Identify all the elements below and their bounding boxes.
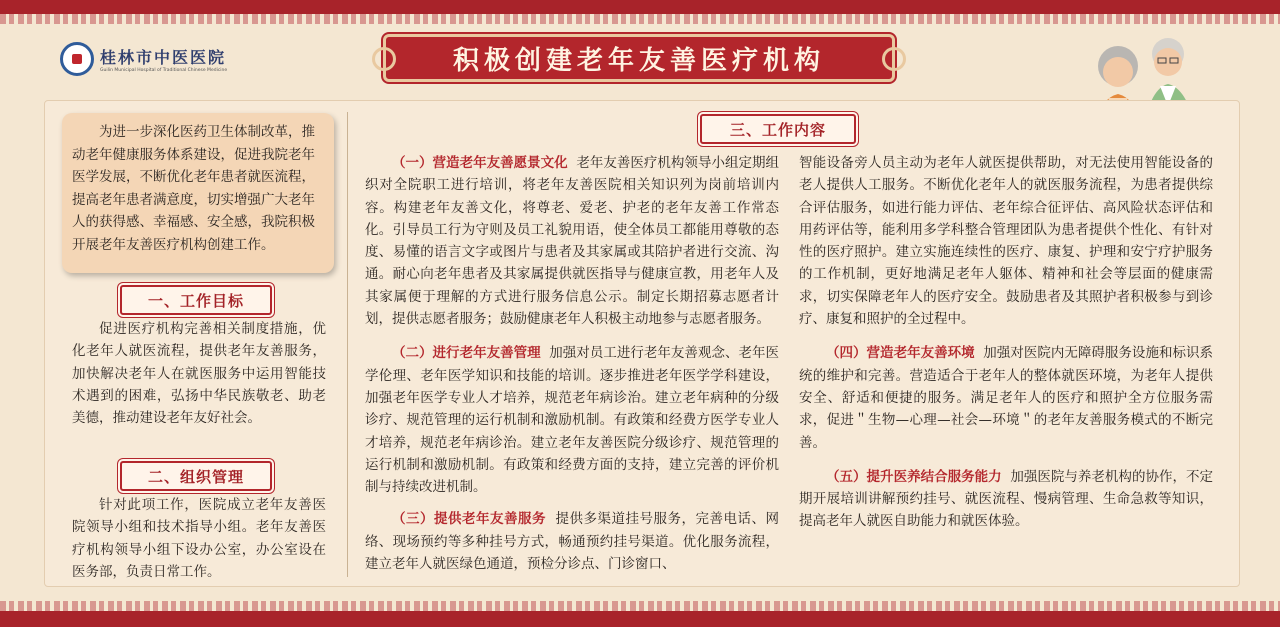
item-service — [365, 508, 779, 575]
section-work-content-label — [700, 114, 856, 144]
hospital-name: 桂林市中医医院 — [100, 48, 227, 67]
hospital-name-english: Guilin Municipal Hospital of Traditional Chinese Medicine — [100, 68, 228, 73]
top-border-pattern — [0, 14, 1280, 24]
item-management-heading: （二）进行老年友善管理 — [392, 345, 541, 362]
column-divider — [347, 112, 348, 577]
section-work-goal-label — [120, 285, 272, 315]
item-eldercare — [799, 466, 1213, 533]
section-organization-text: 针对此项工作，医院成立老年友善医院领导小组和技术指导小组。老年友善医疗机构领导小组下设办公室，办公室设在医务部，负责日常工作。 — [72, 497, 326, 580]
section-work-goal-title: 一、工作目标 — [147, 291, 244, 310]
section-organization-label — [120, 461, 272, 491]
section-work-goal-text: 促进医疗机构完善相关制度措施，优化老年人就医流程，提供老年友善服务，加快解决老年人在就医服务中运用智能技术遇到的困难，弘扬中华民族敬老、助老美德，推动建设老年友好社会。 — [72, 321, 326, 427]
item-environment-text: 加强对医院内无障碍服务设施和标识系统的维护和完善。营造适合于老年人的整体就医环境，为老年人提供安全、舒适和便捷的服务。满足老年人的医疗和照护全方位服务需求，促进＂生物—心理—社会—环境＂的老年友善服务模式的不断完善。 — [799, 345, 1214, 451]
item-culture-heading: （一）营造老年友善愿景文化 — [392, 155, 568, 171]
section-work-goal-body — [72, 318, 326, 429]
work-content-right-column — [799, 152, 1213, 533]
page-title: 积极创建老年友善医疗机构 — [452, 45, 825, 76]
section-organization-body — [72, 494, 326, 583]
item-service-heading: （三）提供老年友善服务 — [392, 511, 546, 528]
intro-box — [62, 113, 334, 273]
work-content-left-column — [365, 152, 779, 575]
top-border-band — [0, 0, 1280, 14]
bottom-border-band — [0, 611, 1280, 627]
hospital-logo — [60, 42, 227, 76]
item-culture — [365, 152, 779, 330]
title-banner — [383, 34, 895, 82]
item-eldercare-heading: （五）提升医养结合服务能力 — [826, 468, 1002, 485]
item-management-text: 加强对员工进行老年友善观念、老年医学伦理、老年医学知识和技能的培训。逐步推进老年医学学科建设，加强老年医学专业人才培养，规范老年病诊治。建立老年病种的分级诊疗、规范管理的运行机制和激励机制。有政策和经费方医学专业人才培养，规范老年病诊治。建立老年友善医院分级诊疗、规范管理的运行机制和激励机制。有政策和经费方面的支持，建立完善的评价机制与持续改进机制。 — [365, 345, 780, 496]
item-culture-text: 老年友善医疗机构领导小组定期组织对全院职工进行培训，将老年友善医院相关知识列为岗前培训内容。构建老年友善文化，将尊老、爱老、护老的老年友善工作常态化。引导员工行为守则及员工礼貌用语，使全体员工都能用尊敬的态度、易懂的语言文字或图片与患者及其家属或其陪护者进行交流、沟通。耐心向老年患者及其家属提供就医指导与健康宣教，用老年人及其家属便于理解的方式进行服务信息公示。制定长期招募志愿者计划，提供志愿者服务；鼓励健康老年人积极主动地参与志愿者服务。 — [365, 155, 780, 328]
section-organization-title: 二、组织管理 — [147, 467, 244, 486]
item-eldercare-text: 加强医院与养老机构的协作，不定期开展培训讲解预约挂号、就医流程、慢病管理、生命急救等知识，提高老年人就医自助能力和就医体验。 — [799, 468, 1214, 530]
bottom-border-pattern — [0, 601, 1280, 611]
hospital-emblem-icon — [60, 42, 94, 76]
section-work-content-title: 三、工作内容 — [729, 120, 826, 139]
item-service-text: 提供多渠道挂号服务，完善电话、网络、现场预约等多种挂号方式，畅通预约挂号渠道。优化服务流程，建立老年人就医绿色通道，预检分诊点、门诊窗口、 — [365, 511, 779, 573]
item-environment — [799, 342, 1213, 453]
item-management — [365, 342, 779, 498]
item-environment-heading: （四）营造老年友善环境 — [826, 345, 975, 362]
intro-text: 为进一步深化医药卫生体制改革，推动老年健康服务体系建设，促进我院老年医学发展，不断优化老年患者就医流程，提高老年患者满意度，切实增强广大老年人的获得感、幸福感、安全感，我院积极开展老年友善医疗机构创建工作。 — [72, 124, 315, 253]
item-service-continued-text: 智能设备旁人员主动为老年人就医提供帮助，对无法使用智能设备的老人提供人工服务。不断优化老年人的就医服务流程，为患者提供综合评估服务，如进行能力评估、老年综合征评估、高风险状态评估和用药评估等，能利用多学科整合管理团队为患者提供个性化、有针对性的医疗照护。建立实施连续性的医疗、康复、护理和安宁疗护服务的工作机制，更好地满足老年人躯体、精神和社会等层面的健康需求，切实保障老年人的医疗安全。鼓励患者及其照护者积极参与到诊疗、康复和照护的全过程中。 — [799, 155, 1213, 328]
